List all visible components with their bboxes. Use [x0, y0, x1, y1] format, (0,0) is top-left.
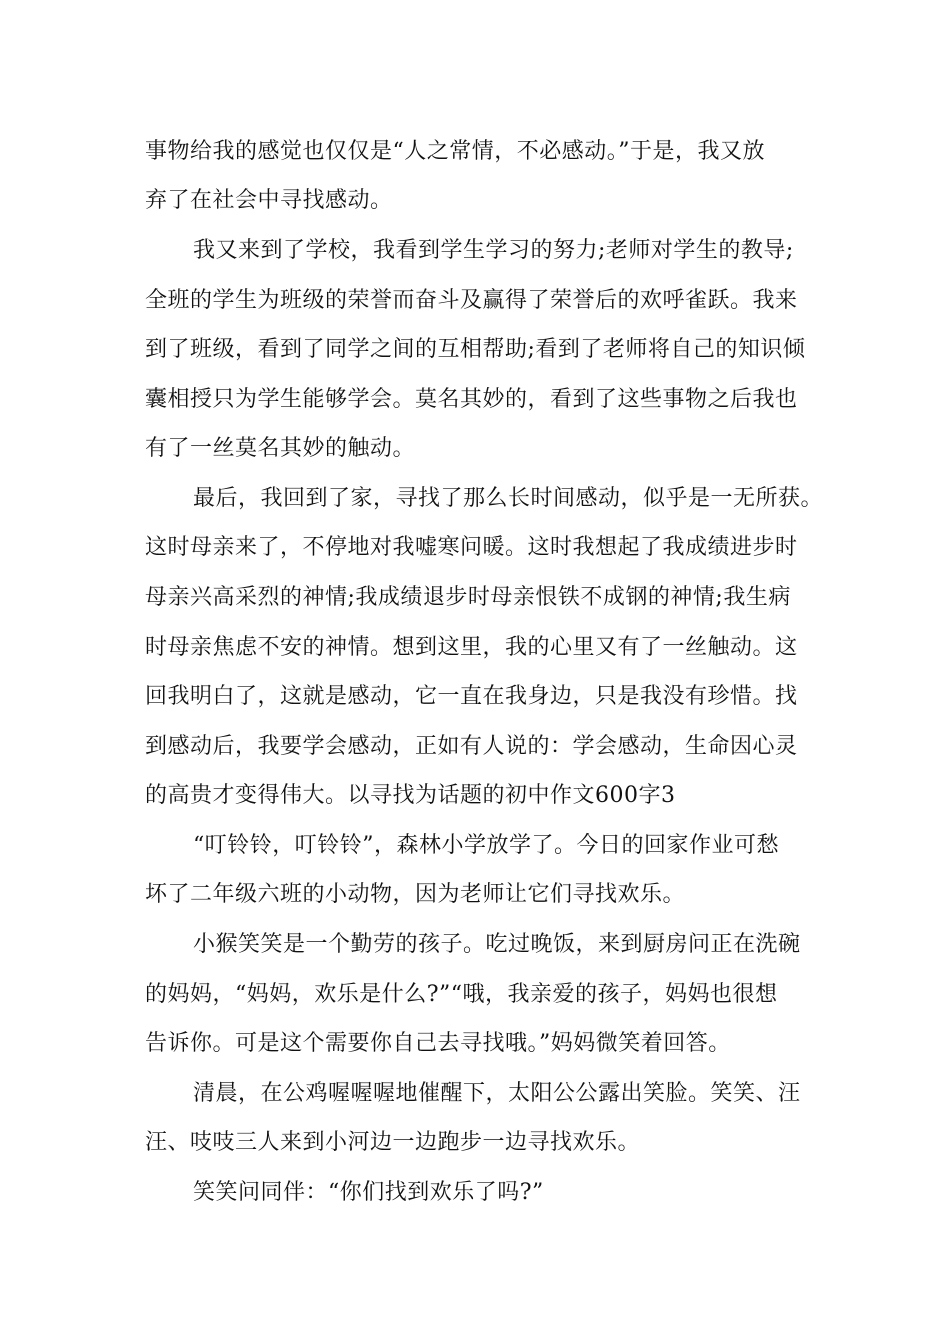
text-line: 这时母亲来了，不停地对我嘘寒问暖。这时我想起了我成绩进步时 [145, 535, 798, 560]
text-line: 事物给我的感觉也仅仅是“人之常情，不必感动。”于是，我又放 [145, 139, 765, 164]
text-line: 到感动后，我要学会感动，正如有人说的：学会感动，生命因心灵 [145, 734, 798, 759]
text-line: 回我明白了，这就是感动，它一直在我身边，只是我没有珍惜。找 [145, 684, 798, 709]
text-line: 时母亲焦虑不安的神情。想到这里，我的心里又有了一丝触动。这 [145, 635, 798, 660]
text-line: 有了一丝莫名其妙的触动。 [145, 436, 416, 461]
text-line: 的妈妈，“妈妈，欢乐是什么?”“哦，我亲爱的孩子，妈妈也很想 [145, 982, 778, 1007]
paragraph-first-line: 最后，我回到了家，寻找了那么长时间感动，似乎是一无所获。 [193, 486, 824, 511]
text-line: 全班的学生为班级的荣誉而奋斗及赢得了荣誉后的欢呼雀跃。我来 [145, 288, 798, 313]
paragraph-first-line: 笑笑问同伴：“你们找到欢乐了吗?” [193, 1180, 544, 1205]
text-line: 汪、吱吱三人来到小河边一边跑步一边寻找欢乐。 [145, 1130, 641, 1155]
paragraph-first-line: “叮铃铃，叮铃铃”，森林小学放学了。今日的回家作业可愁 [193, 833, 779, 858]
text-line: 的高贵才变得伟大。以寻找为话题的初中作文600字3 [145, 783, 676, 808]
text-line: 告诉你。可是这个需要你自己去寻找哦。”妈妈微笑着回答。 [145, 1031, 731, 1056]
text-line: 弃了在社会中寻找感动。 [145, 188, 393, 213]
text-line: 到了班级，看到了同学之间的互相帮助;看到了老师将自己的知识倾 [145, 337, 806, 362]
paragraph-first-line: 我又来到了学校，我看到学生学习的努力;老师对学生的教导; [193, 238, 794, 263]
paragraph-first-line: 小猴笑笑是一个勤劳的孩子。吃过晚饭，来到厨房问正在洗碗 [193, 932, 801, 957]
text-line: 母亲兴高采烈的神情;我成绩退步时母亲恨铁不成钢的神情;我生病 [145, 585, 791, 610]
text-line: 囊相授只为学生能够学会。莫名其妙的，看到了这些事物之后我也 [145, 387, 798, 412]
text-line: 坏了二年级六班的小动物，因为老师让它们寻找欢乐。 [145, 882, 686, 907]
paragraph-first-line: 清晨，在公鸡喔喔喔地催醒下，太阳公公露出笑脸。笑笑、汪 [193, 1081, 801, 1106]
